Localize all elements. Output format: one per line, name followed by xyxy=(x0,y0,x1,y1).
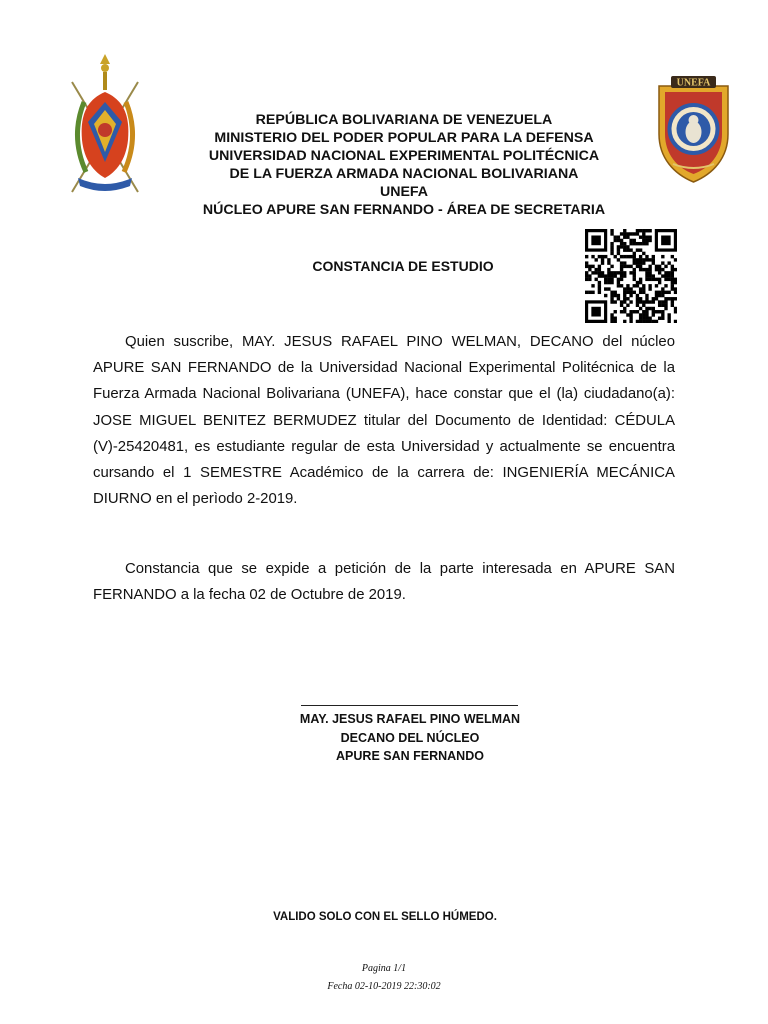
header-line-nucleus: NÚCLEO APURE SAN FERNANDO - ÁREA DE SECRETARIA xyxy=(202,202,606,219)
print-date: Fecha 02-10-2019 22:30:02 xyxy=(327,980,441,992)
header-line-armed-forces: DE LA FUERZA ARMADA NACIONAL BOLIVARIANA xyxy=(229,166,579,183)
header-line-republic: REPÚBLICA BOLIVARIANA DE VENEZUELA xyxy=(255,112,553,128)
body-paragraph-issuance: Constancia que se expide a petición de la parte interesada en APURE SAN FERNANDO a la fecha 02 de Octubre de 2019. xyxy=(93,561,675,604)
document-title: CONSTANCIA DE ESTUDIO xyxy=(312,258,494,274)
body-paragraph-certification: Quien suscribe, MAY. JESUS RAFAEL PINO WELMAN, DECANO del núcleo APURE SAN FERNANDO de la Universidad Nacional Experimental Politécnica de la Fuerza Armada Nacional Bolivariana (UNEFA), hace constar que el (la) ciudadano(a): JOSE MIGUEL BENITEZ BERMUDEZ titular del Documento de Identidad: CÉDULA (V)-25420481, es estudiante regular de esta Universidad y actualmente se encuentra cursando el 1 SEMESTRE Académico de la carrera de: INGENIERÍA MECÁNICA DIURNO en el perìodo 2-2019. xyxy=(93,334,675,508)
document-header xyxy=(150,111,658,220)
signer-name: MAY. JESUS RAFAEL PINO WELMAN xyxy=(299,712,521,726)
signature-line xyxy=(301,705,518,706)
header-line-ministry: MINISTERIO DEL PODER POPULAR PARA LA DEFENSA xyxy=(214,130,594,147)
header-line-acronym: UNEFA xyxy=(379,184,429,201)
header-line-university: UNIVERSIDAD NACIONAL EXPERIMENTAL POLITÉCNICA xyxy=(208,148,600,165)
coat-of-arms-emblem xyxy=(64,52,146,198)
svg-text:UNEFA: UNEFA xyxy=(676,77,711,89)
validity-note: VALIDO SOLO CON EL SELLO HÚMEDO. xyxy=(273,911,497,923)
signature-block xyxy=(250,710,570,766)
signer-location: APURE SAN FERNANDO xyxy=(336,749,484,763)
signer-position: DECANO DEL NÚCLEO xyxy=(340,730,480,745)
unefa-logo xyxy=(655,74,732,184)
page-footer xyxy=(284,960,484,995)
qr-code xyxy=(585,229,677,323)
page-number: Pagina 1/1 xyxy=(361,963,407,974)
